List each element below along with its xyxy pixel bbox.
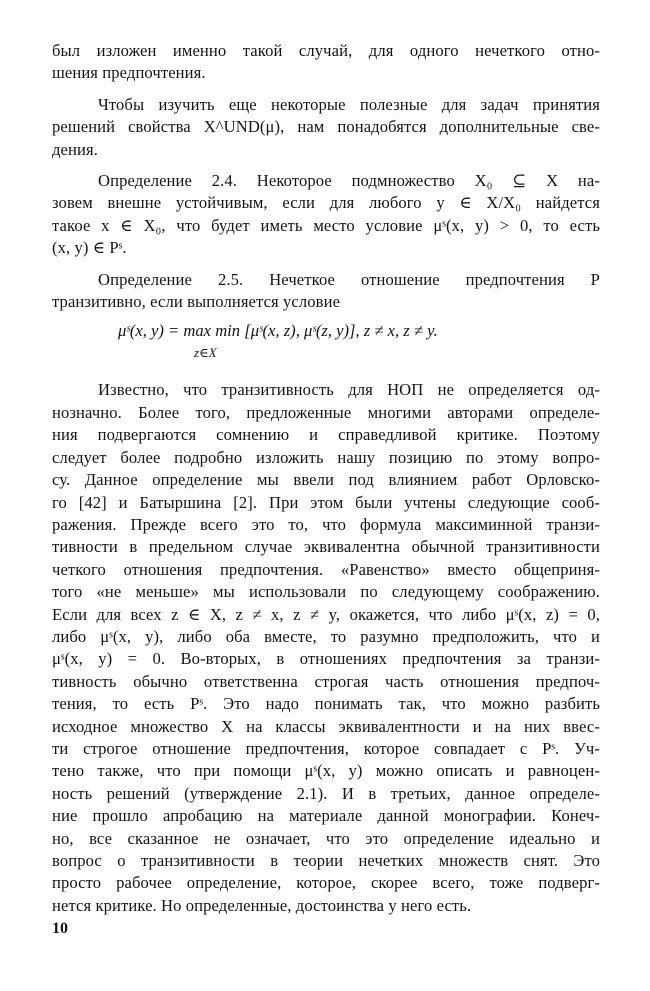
text-line: тивности в предельном случае эквивалентна обычной транзитивности: [52, 537, 600, 557]
text-line: (x, y) ∈ Pˢ.: [52, 238, 127, 258]
text-line: Если для всех z ∈ X, z ≠ x, z ≠ y, окажется, что либо μˢ(x, z) = 0,: [52, 604, 600, 624]
text-line: того «не меньше» мы использовали по следующему соображению.: [52, 582, 600, 602]
page-body: [52, 40, 600, 917]
formula-main: μˢ(x, y) = max min [μˢ(x, z), μˢ(z, y)], z ≠ x, z ≠ y.: [118, 321, 438, 341]
text-line: ния подвергаются сомнению и справедливой критике. Поэтому: [52, 425, 600, 445]
text-line: четкого отношения предпочтения. «Равенство» вместо общеприня-: [52, 559, 600, 579]
text-line: такое x ∈ X₀, что будет иметь место условие μˢ(x, y) > 0, то есть: [52, 215, 600, 235]
text-line: исходное множество X на классы эквивалентности и на них ввес-: [52, 716, 600, 736]
text-line: либо μˢ(x, y), либо оба вместе, то разумно предположить, что и: [52, 626, 600, 646]
paragraph-properties: [52, 94, 600, 161]
text-line: шения предпочтения.: [52, 63, 206, 83]
text-line: ти строгое отношение предпочтения, которое совпадает с Pˢ. Уч-: [52, 738, 600, 758]
text-line: Определение 2.5. Нечеткое отношение предпочтения P: [98, 269, 600, 289]
text-line: Известно, что транзитивность для НОП не определяется од-: [98, 380, 600, 400]
text-line: су. Данное определение мы ввели под влиянием работ Орловско-: [52, 470, 600, 490]
text-line: тено также, что при помощи μˢ(x, y) можно описать и равноцен-: [52, 761, 600, 781]
paragraph-discussion: [52, 379, 600, 917]
text-line: просто рабочее определение, которое, скорее всего, тоже подверг-: [52, 873, 600, 893]
text-line: следует более подробно изложить нашу позицию по этому вопро-: [52, 447, 600, 467]
text-line: ние прошло апробацию на материале данной монографии. Конеч-: [52, 806, 600, 826]
text-line: μˢ(x, y) = 0. Во-вторых, в отношениях предпочтения за транзи-: [52, 649, 600, 669]
text-line: нозначно. Более того, предложенные многими авторами определе-: [52, 402, 600, 422]
text-line: ность решений (утверждение 2.1). И в третьих, данное определе-: [52, 783, 600, 803]
text-line: но, все сказанное не означает, что это определение идеально и: [52, 828, 600, 848]
page-number: 10: [52, 920, 68, 937]
text-line: дения.: [52, 139, 98, 159]
text-line: тивность обычно ответственна строгая часть отношения предпоч-: [52, 671, 600, 691]
text-line: го [42] и Батыршина [2]. При этом были учтены следующие сооб-: [52, 492, 600, 512]
paragraph-intro: [52, 40, 600, 85]
formula-subscript: z∈X: [194, 345, 217, 361]
text-line: транзитивно, если выполняется условие: [52, 292, 341, 312]
text-line: ражения. Прежде всего это то, что формула максиминной транзи-: [52, 514, 600, 534]
text-line: тения, то есть Pˢ. Это надо понимать так, что можно разбить: [52, 694, 600, 714]
text-line: решений свойства X^UND(μ), нам понадобятся дополнительные све-: [52, 117, 600, 137]
definition-2-4: [52, 170, 600, 260]
text-line: Чтобы изучить еще некоторые полезные для задач принятия: [98, 94, 600, 114]
text-line: нется критике. Но определенные, достоинства у него есть.: [52, 895, 472, 915]
text-line: вопрос о транзитивности в теории нечетких множеств снят. Это: [52, 851, 600, 870]
text-line: Определение 2.4. Некоторое подмножество X₀ ⊆ X на-: [98, 171, 600, 191]
transitivity-formula: [52, 317, 600, 371]
text-line: зовем внешне устойчивым, если для любого y ∈ X/X₀ найдется: [52, 193, 600, 213]
text-line: был изложен именно такой случай, для одного нечеткого отно-: [52, 41, 600, 60]
definition-2-5: [52, 269, 600, 314]
